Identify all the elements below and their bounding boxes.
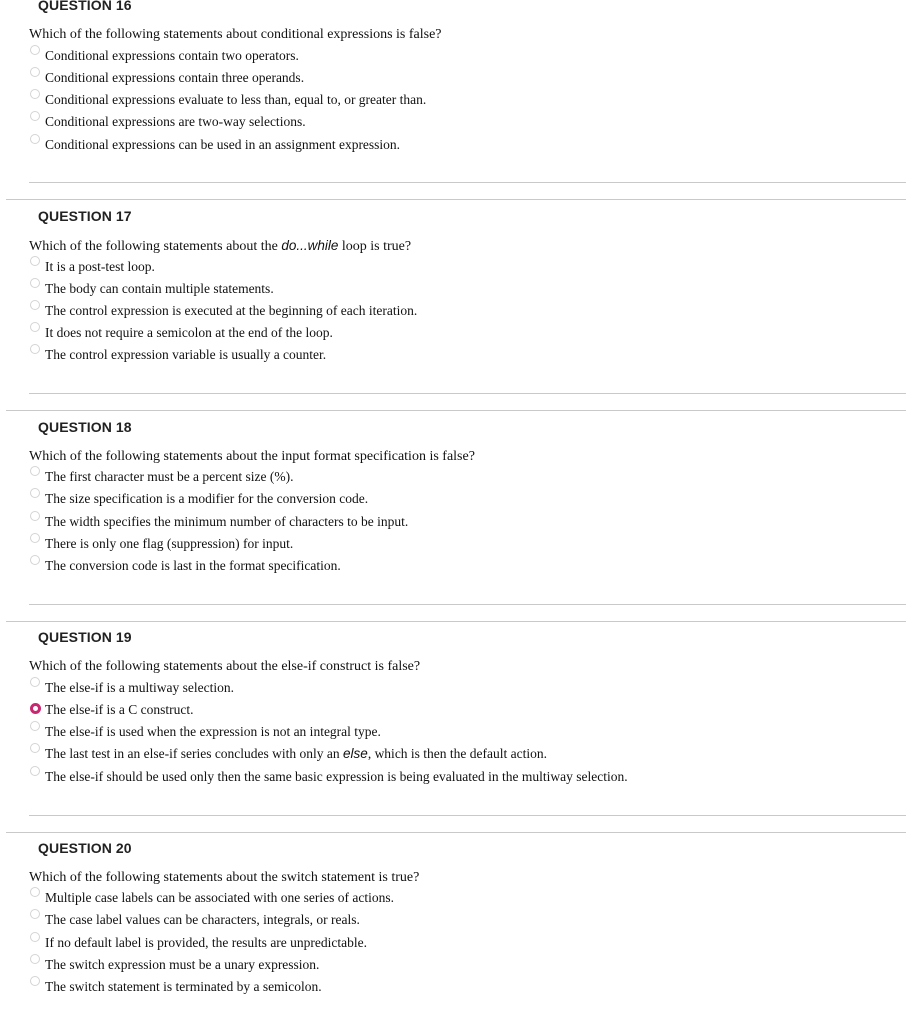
radio-button[interactable] bbox=[30, 721, 40, 731]
separator bbox=[6, 410, 906, 411]
radio-button[interactable] bbox=[30, 766, 40, 776]
option-label: The width specifies the minimum number of characters to be input. bbox=[45, 514, 409, 529]
option-label: The last test in an else-if series concludes with only an else, which is then the default action. bbox=[45, 746, 548, 761]
radio-button[interactable] bbox=[30, 322, 40, 332]
option-label: The else-if is used when the expression is not an integral type. bbox=[45, 724, 381, 739]
option-label: The case label values can be characters, integrals, or reals. bbox=[45, 912, 360, 927]
option-label: The control expression variable is usually a counter. bbox=[45, 347, 327, 362]
radio-button[interactable] bbox=[30, 344, 40, 354]
code-term: do...while bbox=[281, 238, 339, 253]
option-label: The conversion code is last in the format specification. bbox=[45, 558, 341, 573]
option-label: The first character must be a percent size (%). bbox=[45, 469, 294, 484]
radio-button[interactable] bbox=[30, 89, 40, 99]
radio-button[interactable] bbox=[30, 976, 40, 986]
radio-button[interactable] bbox=[30, 111, 40, 121]
option-label: The else-if is a multiway selection. bbox=[45, 680, 234, 695]
option-label: It is a post-test loop. bbox=[45, 259, 155, 274]
radio-button[interactable] bbox=[30, 887, 40, 897]
code-term: else bbox=[343, 746, 368, 761]
option-label: Conditional expressions evaluate to less than, equal to, or greater than. bbox=[45, 92, 427, 107]
radio-button[interactable] bbox=[30, 134, 40, 144]
option-label: The else-if should be used only then the same basic expression is being evaluated in the multiway selection. bbox=[45, 769, 628, 784]
option-label: Conditional expressions contain three operands. bbox=[45, 70, 305, 85]
radio-button[interactable] bbox=[30, 909, 40, 919]
separator bbox=[6, 832, 906, 833]
separator bbox=[6, 621, 906, 622]
radio-button-selected[interactable] bbox=[30, 703, 41, 714]
radio-button[interactable] bbox=[30, 300, 40, 310]
option-label: The switch expression must be a unary expression. bbox=[45, 957, 320, 972]
option-label: The control expression is executed at the beginning of each iteration. bbox=[45, 303, 418, 318]
separator bbox=[29, 815, 906, 816]
question-20-prompt: Which of the following statements about the switch statement is true? bbox=[29, 870, 420, 885]
option-label: It does not require a semicolon at the end of the loop. bbox=[45, 325, 333, 340]
question-19-prompt: Which of the following statements about the else-if construct is false? bbox=[29, 659, 421, 674]
radio-button[interactable] bbox=[30, 466, 40, 476]
radio-button[interactable] bbox=[30, 488, 40, 498]
radio-button[interactable] bbox=[30, 555, 40, 565]
question-18-prompt: Which of the following statements about the input format specification is false? bbox=[29, 449, 475, 464]
question-19-heading: QUESTION 19 bbox=[38, 629, 132, 645]
radio-button[interactable] bbox=[30, 954, 40, 964]
separator bbox=[29, 393, 906, 394]
question-17-heading: QUESTION 17 bbox=[38, 208, 132, 224]
separator bbox=[29, 604, 906, 605]
radio-button[interactable] bbox=[30, 932, 40, 942]
option-label: Multiple case labels can be associated with one series of actions. bbox=[45, 890, 395, 905]
option-label: There is only one flag (suppression) for input. bbox=[45, 536, 294, 551]
question-20-heading: QUESTION 20 bbox=[38, 840, 132, 856]
radio-button[interactable] bbox=[30, 67, 40, 77]
question-16-prompt: Which of the following statements about conditional expressions is false? bbox=[29, 27, 442, 42]
question-16-heading: QUESTION 16 bbox=[38, 0, 132, 13]
option-label: Conditional expressions can be used in an assignment expression. bbox=[45, 137, 401, 152]
option-label: The else-if is a C construct. bbox=[45, 702, 194, 717]
radio-button[interactable] bbox=[30, 45, 40, 55]
separator bbox=[6, 199, 906, 200]
option-label: The body can contain multiple statements. bbox=[45, 281, 274, 296]
radio-button[interactable] bbox=[30, 743, 40, 753]
radio-button[interactable] bbox=[30, 278, 40, 288]
option-label: If no default label is provided, the results are unpredictable. bbox=[45, 935, 368, 950]
question-17-prompt: Which of the following statements about the do...while loop is true? bbox=[29, 238, 412, 254]
radio-button[interactable] bbox=[30, 677, 40, 687]
option-label: Conditional expressions contain two operators. bbox=[45, 48, 299, 63]
separator bbox=[29, 182, 906, 183]
option-label: The size specification is a modifier for the conversion code. bbox=[45, 491, 369, 506]
question-18-heading: QUESTION 18 bbox=[38, 419, 132, 435]
option-label: The switch statement is terminated by a semicolon. bbox=[45, 979, 322, 994]
radio-button[interactable] bbox=[30, 533, 40, 543]
option-label: Conditional expressions are two-way selections. bbox=[45, 114, 306, 129]
radio-button[interactable] bbox=[30, 256, 40, 266]
radio-button[interactable] bbox=[30, 511, 40, 521]
